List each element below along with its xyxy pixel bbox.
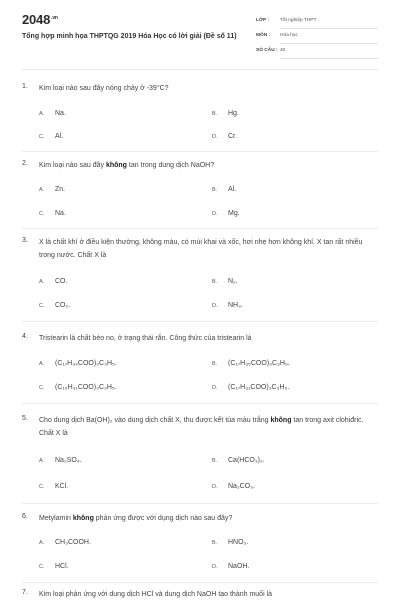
option-text: KCl. xyxy=(55,483,69,490)
option-letter: B. xyxy=(212,187,218,193)
option-letter: D. xyxy=(212,564,218,570)
option-text: HCl. xyxy=(55,563,69,570)
option-letter: B. xyxy=(212,361,218,367)
option-text: Mg. xyxy=(228,210,240,217)
option-text: NH₃. xyxy=(228,302,243,309)
option-text: Na₂SO₄. xyxy=(55,457,82,464)
site-logo[interactable] xyxy=(22,12,58,27)
option-letter: A. xyxy=(39,540,45,546)
option-text: Cr. xyxy=(228,133,237,140)
option-letter: C. xyxy=(39,303,45,309)
meta-panel xyxy=(256,16,378,61)
question-number: 4. xyxy=(22,333,28,340)
option-text: Hg. xyxy=(228,110,239,117)
question-divider xyxy=(22,503,378,504)
option-letter: B. xyxy=(212,540,218,546)
option-letter: D. xyxy=(212,303,218,309)
logo-text: 2048 xyxy=(22,12,51,27)
question-divider xyxy=(22,228,378,229)
option-text: (C₁₅H₃₁COO)₃C₃H₅. xyxy=(55,384,117,391)
option-letter: D. xyxy=(212,134,218,140)
question-text xyxy=(39,513,369,526)
question-text-part: tan trong axit clohiđric. Chất X là xyxy=(39,417,364,437)
option-letter: A. xyxy=(39,111,45,117)
question-divider xyxy=(22,582,378,583)
option-text: Na₂CO₃. xyxy=(228,483,255,490)
meta-value: Tốt nghiệp THPT xyxy=(280,18,378,29)
option-text: Na. xyxy=(55,210,66,217)
question-divider xyxy=(22,403,378,404)
question-number: 1. xyxy=(22,83,28,90)
option-text: NaOH. xyxy=(228,563,250,570)
question-text-part: Metylamin xyxy=(39,515,73,522)
question-text: X là chất khí ở điều kiện thường, không màu, có mùi khai và xốc, hơi nhẹ hơn không khí. X tan rất nhiều trong nước. Chất X là xyxy=(39,239,363,259)
option-text: CO₂. xyxy=(55,302,71,309)
question-text-part: phản ứng được với dụng dịch nào sau đây? xyxy=(93,515,233,522)
option-letter: D. xyxy=(212,484,218,490)
option-text: CH₃COOH. xyxy=(55,539,91,546)
option-letter: C. xyxy=(39,484,45,490)
option-text: (C₁₇H₃₃COO)₃C₃H₅. xyxy=(55,360,117,367)
meta-value: 40 xyxy=(280,48,378,59)
option-text: N₂. xyxy=(228,278,238,285)
question-text: Kim loại phản ứng với dung dịch HCl và dung dịch NaOH tạo thành muối là xyxy=(39,591,273,598)
option-text: (C₁₇H₃₅COO)₃C₃H₅. xyxy=(228,360,290,367)
meta-label: MÔN : xyxy=(256,33,271,38)
document-header xyxy=(22,10,378,70)
option-letter: A. xyxy=(39,458,45,464)
option-text: Al. xyxy=(228,186,237,193)
option-letter: C. xyxy=(39,211,45,217)
question-text-part: Cho dung dịch Ba(OH)₂ vào dung dịch chất X, thu được kết tủa màu trắng xyxy=(39,417,271,424)
question-number: 5. xyxy=(22,415,28,422)
question-emphasis: không xyxy=(105,162,127,169)
meta-label: LỚP : xyxy=(256,18,270,23)
question-text xyxy=(39,415,369,440)
question-number: 7. xyxy=(22,589,28,596)
question-emphasis: không xyxy=(72,515,94,522)
question-emphasis: không xyxy=(270,417,292,424)
question-divider xyxy=(22,151,378,152)
meta-row-count xyxy=(256,46,378,61)
meta-label: SỐ CÂU : xyxy=(256,48,278,53)
meta-row-subject xyxy=(256,31,378,46)
question-text: Tristearin là chất béo no, ở trạng thái rắn. Công thức của tristearin là xyxy=(39,335,252,342)
option-letter: B. xyxy=(212,279,218,285)
meta-value: Hóa học xyxy=(280,33,378,44)
question-text xyxy=(39,160,369,173)
option-letter: B. xyxy=(212,458,218,464)
option-letter: C. xyxy=(39,564,45,570)
option-letter: C. xyxy=(39,134,45,140)
option-letter: A. xyxy=(39,187,45,193)
option-letter: B. xyxy=(212,111,218,117)
option-text: (C₁₇H₃₁COO)₃C₃H₅. xyxy=(228,384,290,391)
option-letter: A. xyxy=(39,361,45,367)
question-number: 6. xyxy=(22,513,28,520)
option-text: CO. xyxy=(55,278,68,285)
meta-row-class xyxy=(256,16,378,31)
question-divider xyxy=(22,321,378,322)
option-letter: A. xyxy=(39,279,45,285)
option-text: HNO₃. xyxy=(228,539,249,546)
option-letter: D. xyxy=(212,385,218,391)
header-divider xyxy=(22,69,378,70)
option-text: Na. xyxy=(55,110,66,117)
logo-suffix: .vn xyxy=(51,14,58,21)
option-text: Ca(HCO₃)₂. xyxy=(228,457,265,464)
option-text: Zn. xyxy=(55,186,66,193)
question-number: 2. xyxy=(22,160,28,167)
question-text-part: tan trong dung dịch NaOH? xyxy=(126,162,215,169)
option-letter: D. xyxy=(212,211,218,217)
question-text: Kim loại nào sau đây nóng chảy ở -39°C? xyxy=(39,85,169,92)
document-title: Tổng hợp minh họa THPTQG 2019 Hóa Học có lời giải (Đề số 11) xyxy=(22,33,237,40)
option-letter: C. xyxy=(39,385,45,391)
option-text: Al. xyxy=(55,133,64,140)
question-number: 3. xyxy=(22,237,28,244)
question-text-part: Kim loại nào sau đây xyxy=(39,162,106,169)
